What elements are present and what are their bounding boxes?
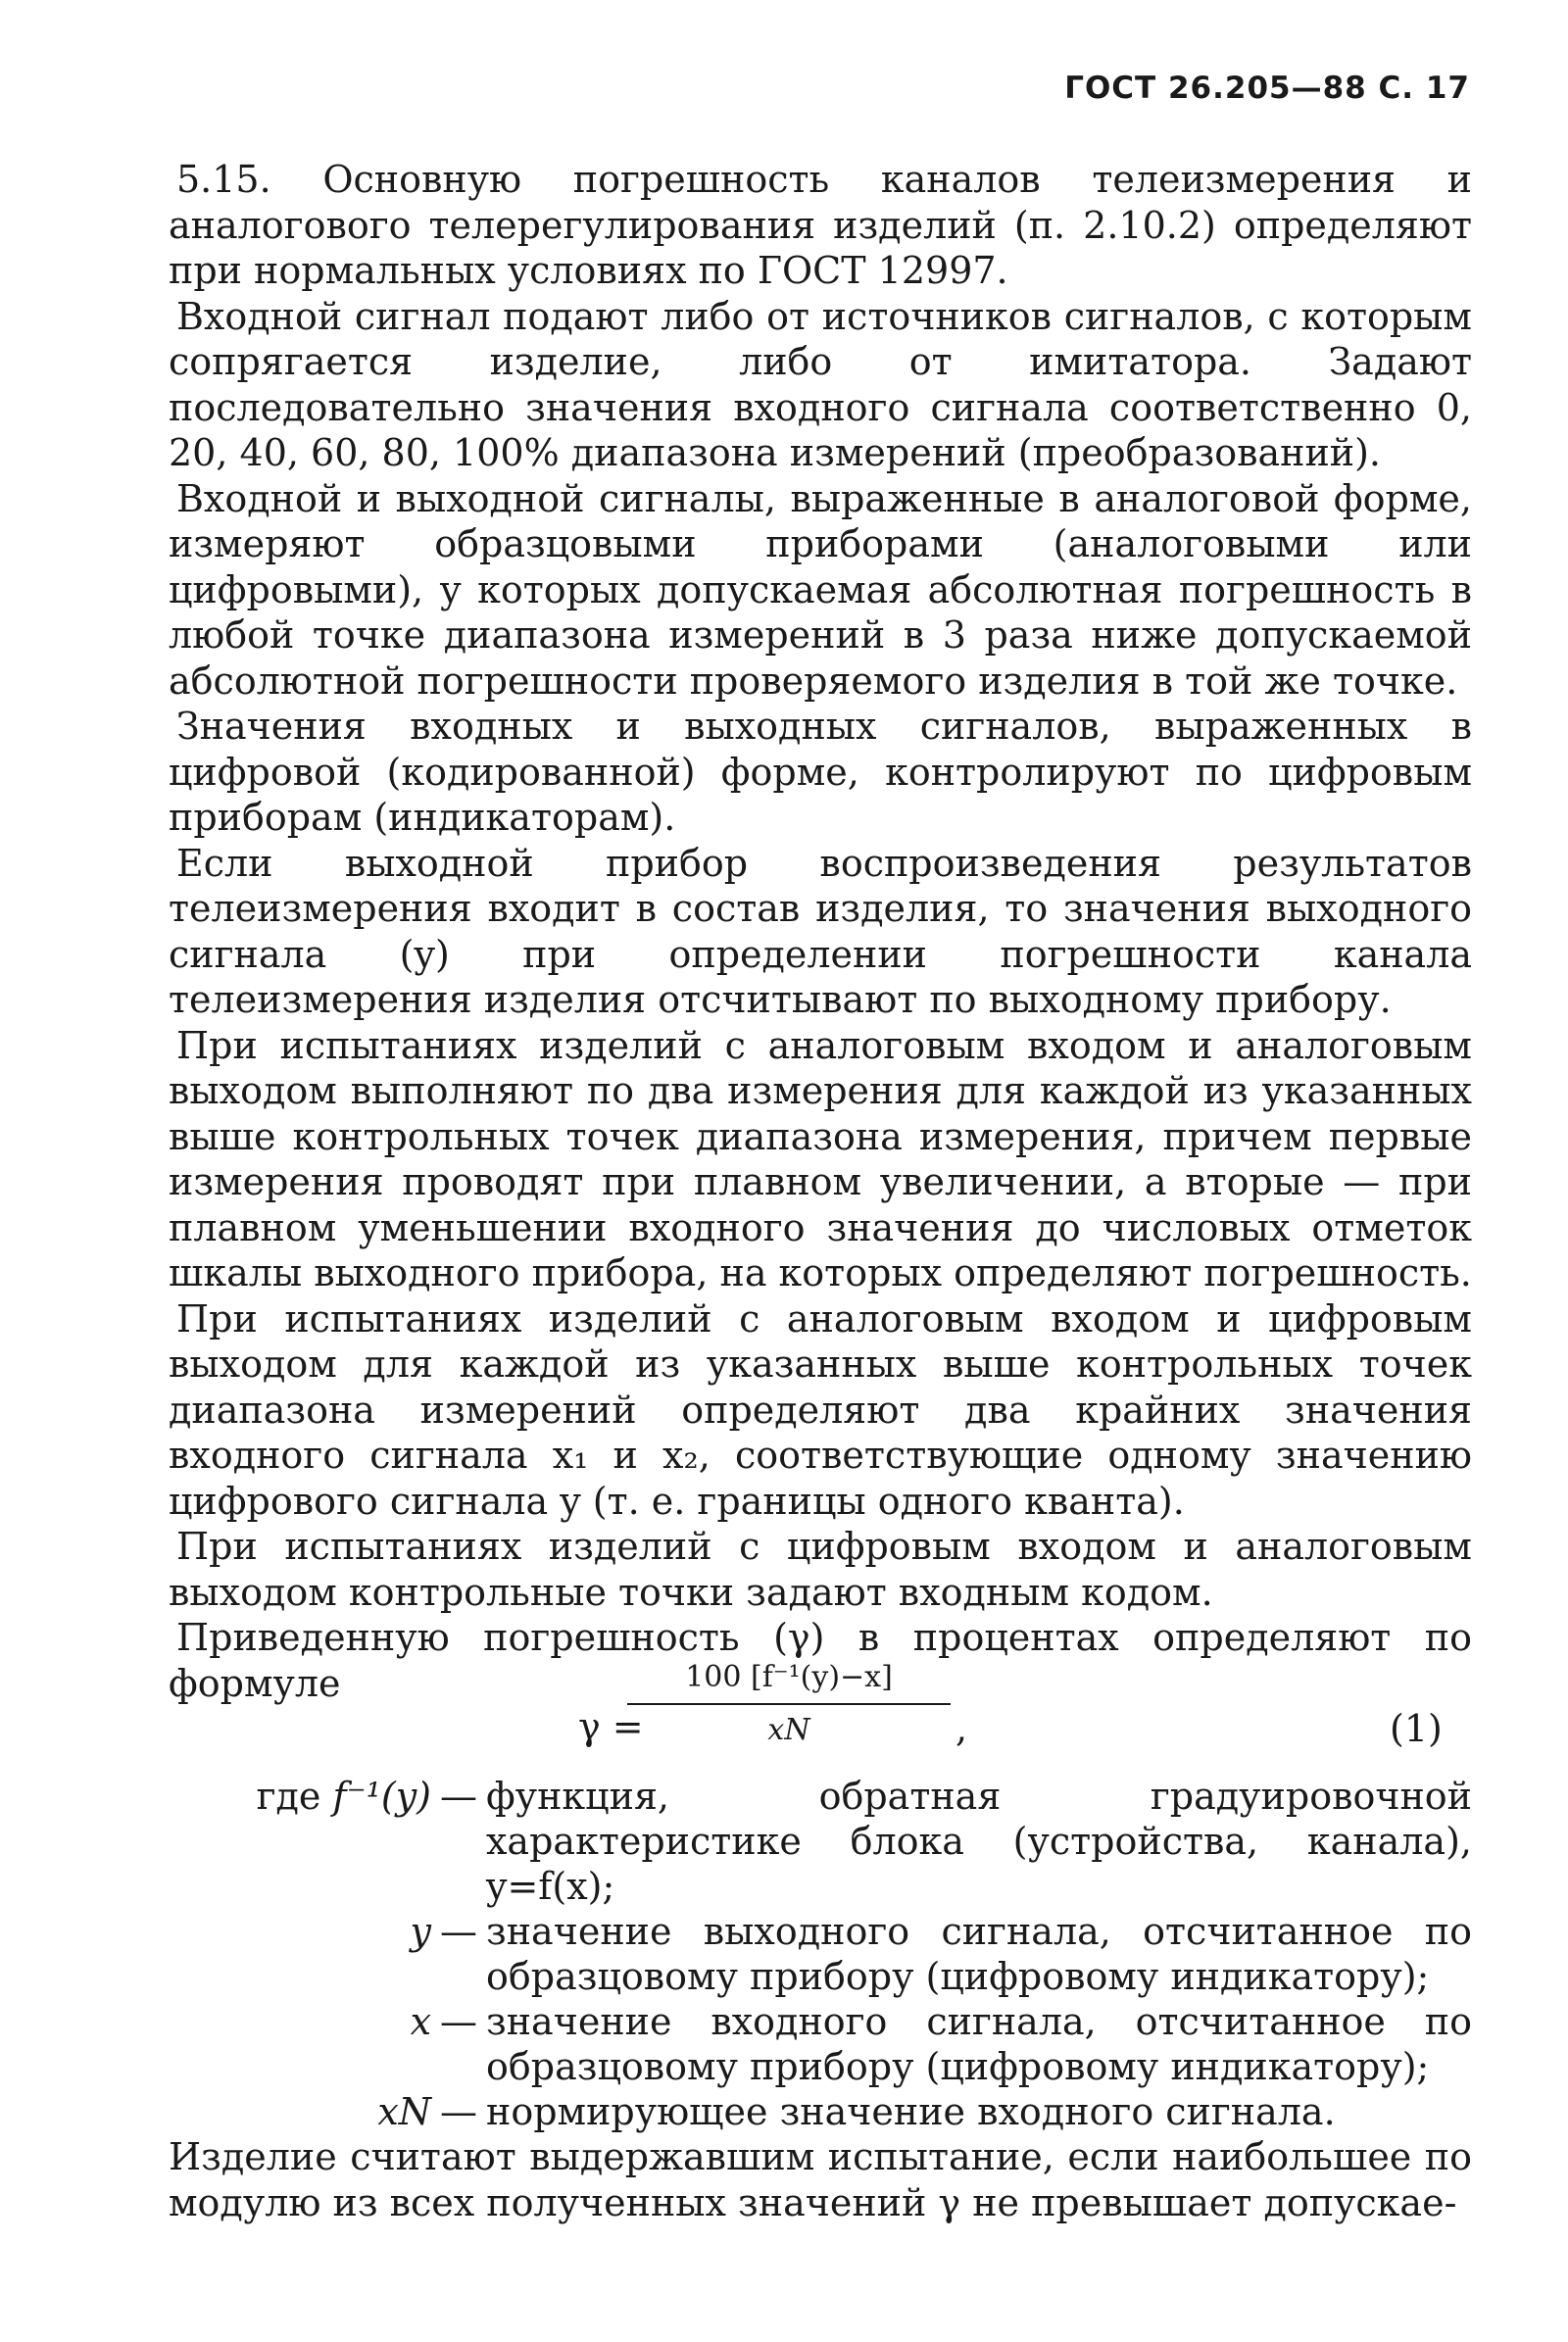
formula-fraction [627, 1656, 951, 1752]
where-dash: — [440, 2000, 477, 2043]
where-definition: значение выходного сигнала, отсчитанное по образцовому прибору (цифровому индикатору); [486, 1910, 1472, 1998]
paragraph-output-device: Если выходной прибор воспроизведения результатов телеизмерения входит в состав изделия, то значения выходного сигнала (y) при определении погрешности канала телеизмерения изделия отсчитывают по выходному прибору. [169, 841, 1472, 1021]
where-symbol-text: f⁻¹(y) [332, 1775, 431, 1818]
paragraph-input-signal: Входной сигнал подают либо от источников сигналов, с которым сопрягается изделие, либо от имитатора. Задают последовательно значения входного сигнала соответственно 0, 20, 40, 60, 80, 100% диапазона измерений (преобразований). [169, 294, 1472, 474]
where-symbol [169, 1909, 431, 1954]
where-definition: значение входного сигнала, отсчитанное по образцовому прибору (цифровому индикатору); [486, 2000, 1472, 2088]
where-symbol [169, 1774, 431, 1819]
where-symbol-text: xN [377, 2090, 431, 2133]
paragraph-5-15: 5.15. Основную погрешность каналов телеизмерения и аналогового телерегулирования изделий (п. 2.10.2) определяют при нормальных условиях по ГОСТ 12997. [169, 158, 1472, 292]
formula-denominator: xN [767, 1713, 810, 1747]
where-lead: где [256, 1775, 321, 1818]
where-symbol-text: x [410, 2000, 431, 2043]
where-symbol [169, 1999, 431, 2044]
body-text [169, 157, 1472, 1706]
where-dash: — [440, 1910, 477, 1953]
where-symbol-text: y [410, 1910, 431, 1953]
formula-lhs: γ = [578, 1705, 644, 1748]
paragraph-conclusion: Изделие считают выдержавшим испытание, если наибольшее по модулю из всех полученных значений γ не превышает допускае- [169, 2135, 1472, 2224]
formula-number: (1) [1390, 1707, 1443, 1750]
where-dash: — [440, 2090, 477, 2133]
where-dash: — [440, 1775, 477, 1818]
running-head: ГОСТ 26.205—88 С. 17 [1064, 71, 1470, 106]
where-definition: функция, обратная градуировочной характеристике блока (устройства, канала), y=f(x); [486, 1775, 1472, 1908]
where-list [169, 1774, 1472, 2134]
formula-numerator: 100 [f⁻¹(y)−x] [627, 1656, 951, 1705]
where-item [169, 1909, 1472, 1999]
formula-comma: , [956, 1707, 968, 1750]
where-item [169, 2089, 1472, 2134]
where-item [169, 1999, 1472, 2089]
paragraph-digital-analog: При испытаниях изделий с цифровым входом и аналоговым выходом контрольные точки задают входным кодом. [169, 1525, 1472, 1614]
paragraph-digital-signals: Значения входных и выходных сигналов, выраженных в цифровой (кодированной) форме, контролируют по цифровым приборам (индикаторам). [169, 705, 1472, 839]
paragraph-analog-measurement: Входной и выходной сигналы, выраженные в аналоговой форме, измеряют образцовыми приборами (аналоговыми или цифровыми), у которых допускаемая абсолютная погрешность в любой точке диапазона измерений в 3 раза ниже допускаемой абсолютной погрешности проверяемого изделия в той же точке. [169, 476, 1472, 703]
paragraph-analog-digital: При испытаниях изделий с аналоговым входом и цифровым выходом для каждой из указанных выше контрольных точек диапазона измерений определяют два крайних значения входного сигнала x₁ и x₂, соответствующие одному значению цифрового сигнала y (т. е. границы одного кванта). [169, 1296, 1472, 1523]
where-symbol [169, 2089, 431, 2134]
paragraph-formula-intro: Приведенную погрешность (γ) в процентах определяют по формуле [169, 1616, 1472, 1705]
paragraph-analog-analog: При испытаниях изделий с аналоговым входом и аналоговым выходом выполняют по два измерения для каждой из указанных выше контрольных точек диапазона измерения, причем первые измерения проводят при плавном увеличении, а вторые — при плавном уменьшении входного значения до числовых отметок шкалы выходного прибора, на которых определяют погрешность. [169, 1023, 1472, 1294]
where-item [169, 1774, 1472, 1909]
where-definition: нормирующее значение входного сигнала. [486, 2090, 1336, 2133]
